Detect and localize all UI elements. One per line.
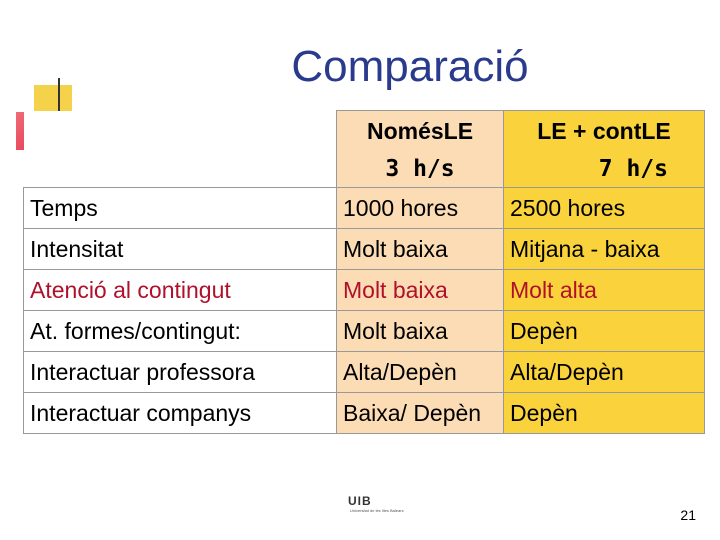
university-logo: UIB (348, 494, 372, 508)
table-row (24, 393, 705, 434)
row-label: Atenció al contingut (24, 270, 337, 311)
row-col2: Depèn (504, 311, 705, 352)
row-label: Interactuar professora (24, 352, 337, 393)
row-col1: 1000 hores (337, 188, 504, 229)
slide-title: Comparació (291, 42, 529, 91)
row-col1: Molt baixa (337, 270, 504, 311)
header-cell-col2 (504, 111, 705, 188)
row-col2: Alta/Depèn (504, 352, 705, 393)
row-col2: Molt alta (504, 270, 705, 311)
header-col1-name: NomésLE (366, 118, 474, 144)
page-number: 21 (680, 507, 696, 523)
row-col2: Depèn (504, 393, 705, 434)
header-col2-name: LE + contLE (537, 118, 671, 144)
table-row (24, 311, 705, 352)
header-col1-sub: 3 h/s (385, 156, 455, 182)
row-label: Interactuar companys (24, 393, 337, 434)
table-header-row (24, 111, 705, 188)
table-row (24, 229, 705, 270)
row-label: At. formes/contingut: (24, 311, 337, 352)
table-row (24, 188, 705, 229)
table-row-highlighted (24, 270, 705, 311)
comparison-table (23, 110, 705, 434)
table-row (24, 352, 705, 393)
university-logo-subtext: Universitat de les Illes Balears (350, 508, 404, 513)
row-col2: 2500 hores (504, 188, 705, 229)
row-col1: Alta/Depèn (337, 352, 504, 393)
row-col2: Mitjana - baixa (504, 229, 705, 270)
row-label: Intensitat (24, 229, 337, 270)
header-cell-col1 (337, 111, 504, 188)
row-col1: Molt baixa (337, 229, 504, 270)
row-col1: Baixa/ Depèn (337, 393, 504, 434)
row-col1: Molt baixa (337, 311, 504, 352)
header-col2-sub: 7 h/s (598, 156, 668, 182)
row-label: Temps (24, 188, 337, 229)
header-empty-cell (24, 111, 337, 188)
